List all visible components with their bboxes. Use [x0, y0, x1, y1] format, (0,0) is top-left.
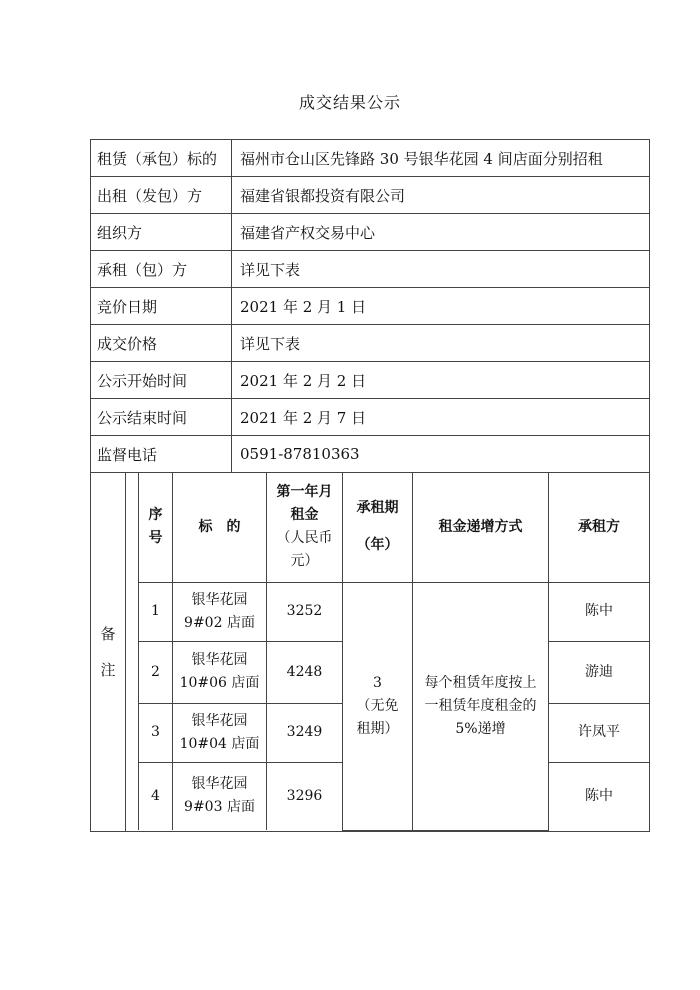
target-line: 银华花园: [191, 652, 248, 668]
table-row: [91, 177, 650, 214]
notes-label-line: 备: [100, 624, 116, 643]
cell-seq: 3: [139, 703, 173, 762]
term-line: 3: [373, 674, 382, 691]
notes-label: [91, 473, 126, 832]
document-title: 成交结果公示: [298, 93, 401, 112]
cell-seq: 4: [139, 762, 173, 830]
cell-rent: 3296: [267, 762, 343, 830]
table-row: [91, 362, 650, 399]
table-row: [91, 251, 650, 288]
cell-tenant: 陈中: [549, 762, 650, 830]
cell-increase: 每个租赁年度按上一租赁年度租金的 5%递增: [413, 582, 549, 830]
row-value: 详见下表: [232, 251, 650, 288]
table-row: [91, 436, 650, 473]
cell-rent: 3249: [267, 703, 343, 762]
target-line: 9#03 店面: [184, 799, 255, 816]
lease-details-table: [138, 473, 649, 831]
row-label: 公示结束时间: [91, 399, 232, 436]
header-rent: [267, 473, 343, 582]
row-value: 2021 年 2 月 2 日: [232, 362, 650, 399]
cell-term: [343, 582, 413, 830]
notes-row: [91, 473, 650, 832]
cell-seq: 1: [139, 582, 173, 641]
cell-rent: 3252: [267, 582, 343, 641]
table-row: [91, 325, 650, 362]
term-line: （无免: [356, 697, 399, 714]
term-line: 租期）: [356, 720, 399, 737]
cell-rent: 4248: [267, 641, 343, 703]
row-label: 出租（发包）方: [91, 177, 232, 214]
row-label: 租赁（承包）标的: [91, 140, 232, 177]
cell-target: [173, 762, 267, 830]
row-label: 监督电话: [91, 436, 232, 473]
header-target: 标 的: [173, 473, 267, 582]
target-line: 9#02 店面: [184, 614, 255, 631]
target-line: 银华花园: [191, 591, 248, 608]
cell-tenant: 许凤平: [549, 703, 650, 762]
header-rent-line: （人民币元）: [276, 530, 333, 570]
target-line: 10#04 店面: [179, 735, 260, 752]
target-line: 银华花园: [191, 776, 248, 793]
cell-tenant: 游迪: [549, 641, 650, 703]
row-label: 承租（包）方: [91, 251, 232, 288]
header-term: [343, 473, 413, 582]
row-label: 组织方: [91, 214, 232, 251]
target-line: 银华花园: [191, 712, 248, 729]
row-value: 0591-87810363: [232, 436, 650, 473]
announcement-table: [90, 139, 650, 832]
table-row: [91, 214, 650, 251]
table-row: [91, 140, 650, 177]
row-value: 详见下表: [232, 325, 650, 362]
table-row: [91, 288, 650, 325]
header-seq: 序号: [139, 473, 173, 582]
target-line: 10#06 店面: [179, 675, 260, 691]
cell-target: [173, 641, 267, 703]
header-term-line: 承租期: [356, 500, 399, 517]
notes-content: [126, 473, 650, 832]
row-label: 公示开始时间: [91, 362, 232, 399]
header-tenant: 承租方: [549, 473, 650, 582]
cell-target: [173, 582, 267, 641]
notes-label-line: 注: [100, 660, 116, 679]
table-row: [139, 582, 650, 641]
row-label: 成交价格: [91, 325, 232, 362]
row-value: 福州市仓山区先锋路 30 号银华花园 4 间店面分别招租: [232, 140, 650, 177]
cell-target: [173, 703, 267, 762]
row-value: 2021 年 2 月 1 日: [232, 288, 650, 325]
header-increase: 租金递增方式: [413, 473, 549, 582]
table-row: [91, 399, 650, 436]
row-value: 福建省产权交易中心: [232, 214, 650, 251]
cell-seq: 2: [139, 641, 173, 703]
row-value: 2021 年 2 月 7 日: [232, 399, 650, 436]
header-row: [139, 473, 650, 582]
row-label: 竞价日期: [91, 288, 232, 325]
cell-tenant: 陈中: [549, 582, 650, 641]
row-value: 福建省银都投资有限公司: [232, 177, 650, 214]
header-rent-line: 第一年月租金: [276, 484, 333, 524]
header-term-line: （年）: [356, 537, 399, 554]
